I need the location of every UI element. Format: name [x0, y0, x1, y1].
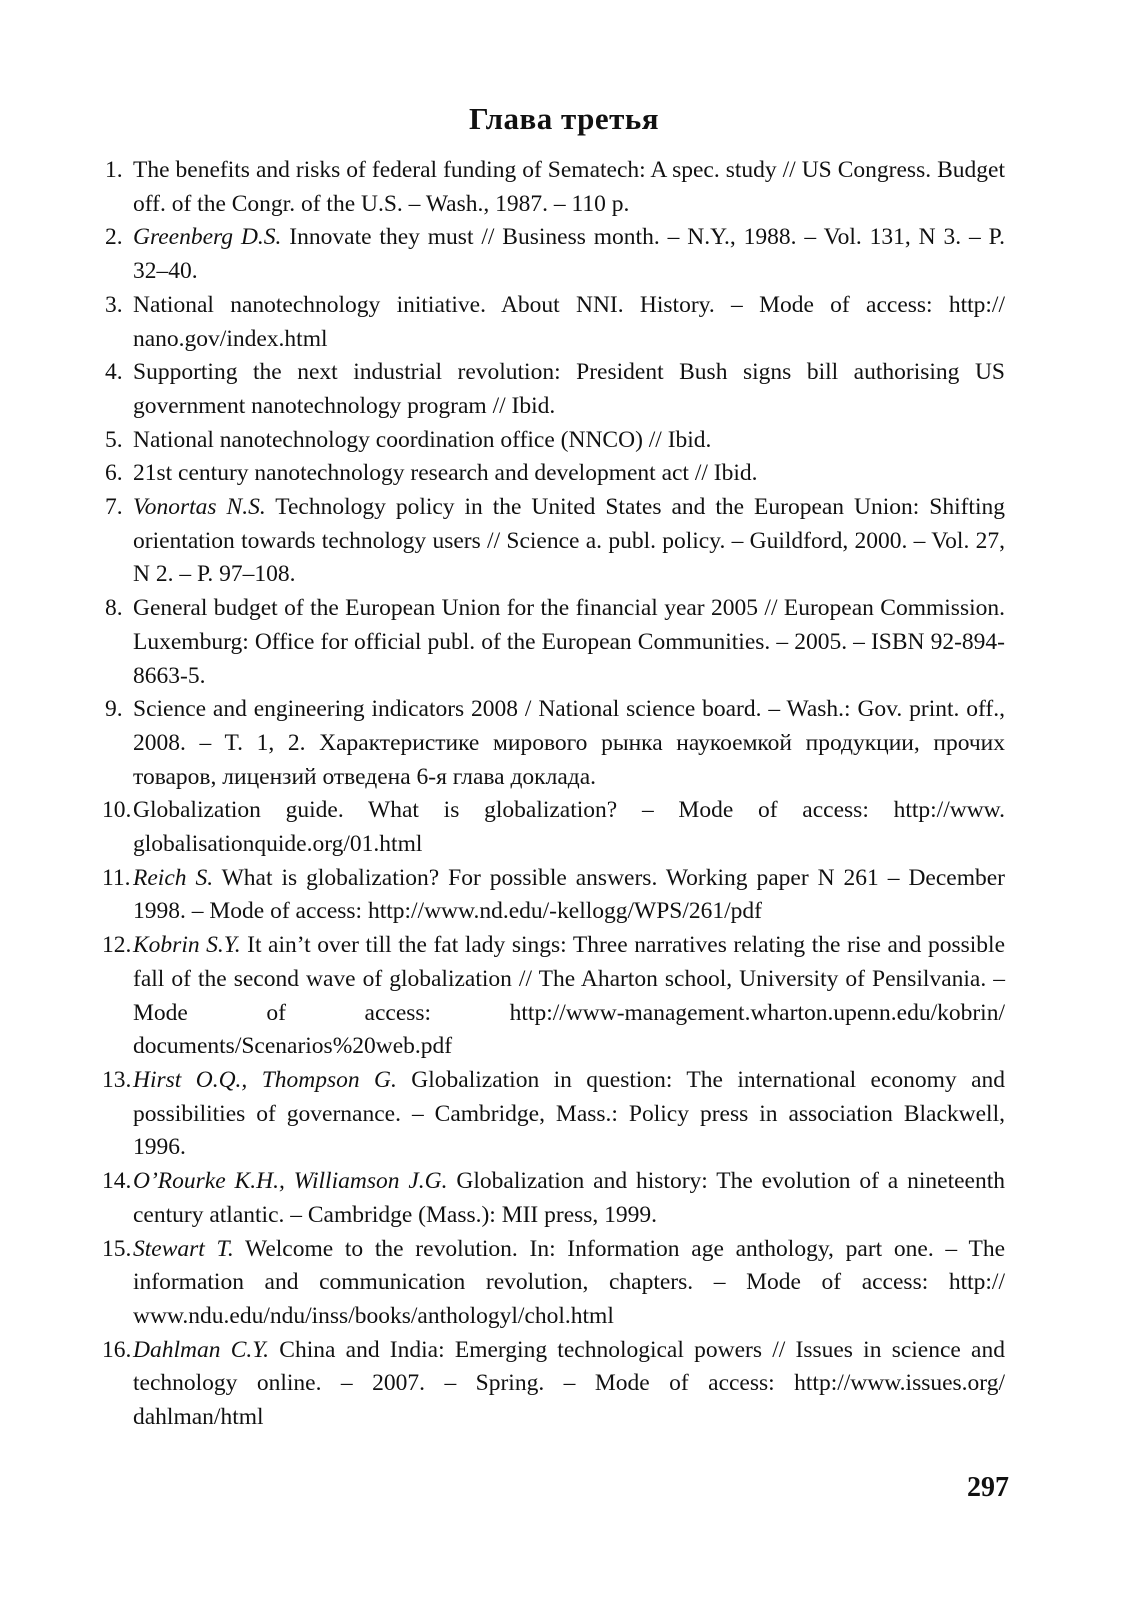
- reference-number: 11.: [102, 864, 131, 891]
- reference-text: General budget of the European Union for the financial year 2005 // European Commission. Luxemburg: Office for official publ. of the European Communities. – 2005. – ISBN 92-894-8663-5.: [133, 595, 1005, 689]
- reference-number: 9.: [105, 696, 123, 723]
- reference-text: National nanotechnology coordination office (NNCO) // Ibid.: [133, 426, 712, 453]
- reference-item: [105, 221, 1005, 288]
- reference-author: Reich S.: [133, 864, 214, 891]
- reference-number: 3.: [105, 291, 123, 318]
- reference-number: 2.: [105, 224, 123, 251]
- reference-number: 10.: [102, 797, 132, 824]
- reference-list: [102, 154, 1006, 1435]
- reference-number: 12.: [102, 932, 132, 959]
- reference-author: Vonortas N.S.: [133, 494, 266, 521]
- reference-number: 5.: [105, 426, 123, 453]
- reference-item: [105, 154, 1005, 221]
- reference-item: [105, 693, 1005, 794]
- reference-item: [102, 1334, 1005, 1435]
- reference-number: 13.: [102, 1066, 132, 1093]
- reference-text: Globalization guide. What is globalization? – Mode of access: http://www. globalisationquide.org/01.html: [133, 797, 1005, 858]
- reference-author: Hirst O.Q., Thompson G.: [133, 1066, 397, 1093]
- reference-author: Greenberg D.S.: [133, 224, 282, 251]
- reference-item: [105, 592, 1005, 693]
- reference-item: [105, 424, 1005, 458]
- reference-author: O’Rourke K.H., Williamson J.G.: [133, 1168, 448, 1195]
- chapter-title: Глава третья: [468, 100, 660, 136]
- reference-text: Supporting the next industrial revolution: President Bush signs bill authorising US government nanotechnology program // Ibid.: [133, 359, 1005, 419]
- reference-number: 16.: [102, 1336, 132, 1363]
- reference-text: National nanotechnology initiative. About NNI. History. – Mode of access: http:// nano.gov/index.html: [133, 291, 1005, 352]
- reference-text: It ain’t over till the fat lady sings: Three narratives relating the rise and possible fall of the second wave of globalization // The Aharton school, University of Pensilvania. – Mode of access: http://www-management.wharton.upenn.edu/kobrin/ documents/Scenarios%20web.pdf: [133, 932, 1005, 1060]
- reference-text: Globalization in question: The international economy and possibilities of governance. – Cambridge, Mass.: Policy press in association Blackwell, 1996.: [133, 1066, 1006, 1161]
- reference-number: 6.: [105, 460, 123, 487]
- reference-item: [102, 1064, 1006, 1165]
- reference-item: [105, 356, 1005, 423]
- reference-text: What is globalization? For possible answers. Working paper N 261 – December 1998. – Mode of access: http://www.nd.edu/-kellogg/WPS/261/pdf: [133, 864, 1005, 925]
- reference-text: Globalization and history: The evolution of a nineteenth century atlantic. – Cambridge (Mass.): MII press, 1999.: [133, 1168, 1005, 1228]
- reference-item: [102, 794, 1005, 861]
- reference-item: [105, 457, 1005, 491]
- page-number: 297: [967, 1472, 1009, 1503]
- reference-item: [102, 1165, 1005, 1232]
- reference-item: [105, 289, 1005, 356]
- reference-text: The benefits and risks of federal funding of Sematech: A spec. study // US Congress. Budget off. of the Congr. of the U.S. – Wash., 1987. – 110 p.: [133, 157, 1005, 217]
- reference-number: 7.: [105, 494, 123, 521]
- reference-text: Innovate they must // Business month. – N.Y., 1988. – Vol. 131, N 3. – P. 32–40.: [133, 224, 1005, 285]
- reference-author: Dahlman C.Y.: [133, 1336, 270, 1363]
- reference-item: [105, 491, 1005, 592]
- reference-number: 4.: [105, 359, 123, 386]
- reference-number: 14.: [102, 1168, 132, 1195]
- reference-text: Science and engineering indicators 2008 / National science board. – Wash.: Gov. print. off., 2008. – T. 1, 2. Характеристике мирового рынка наукоемкой продукции, прочих товаров, лицензий отведена 6-я глава доклада.: [133, 696, 1005, 790]
- reference-number: 8.: [105, 595, 123, 622]
- reference-author: Stewart T.: [133, 1235, 234, 1262]
- reference-number: 15.: [102, 1235, 132, 1262]
- reference-author: Kobrin S.Y.: [133, 932, 241, 959]
- reference-text: China and India: Emerging technological powers // Issues in science and technology online. – 2007. – Spring. – Mode of access: http://www.issues.org/ dahlman/html: [133, 1336, 1005, 1431]
- reference-text: Technology policy in the United States and the European Union: Shifting orientation towards technology users // Science a. publ. policy. – Guildford, 2000. – Vol. 27, N 2. – P. 97–108.: [133, 494, 1005, 588]
- reference-text: 21st century nanotechnology research and development act // Ibid.: [133, 460, 758, 487]
- reference-item: [102, 929, 1005, 1064]
- reference-item: [102, 862, 1005, 929]
- reference-number: 1.: [105, 157, 123, 183]
- reference-item: [102, 1233, 1005, 1334]
- reference-text: Welcome to the revolution. In: Information age anthology, part one. – The information and communication revolution, chapters. – Mode of access: http:// www.ndu.edu/ndu/inss/books/anthologyl/chol.html: [133, 1235, 1005, 1329]
